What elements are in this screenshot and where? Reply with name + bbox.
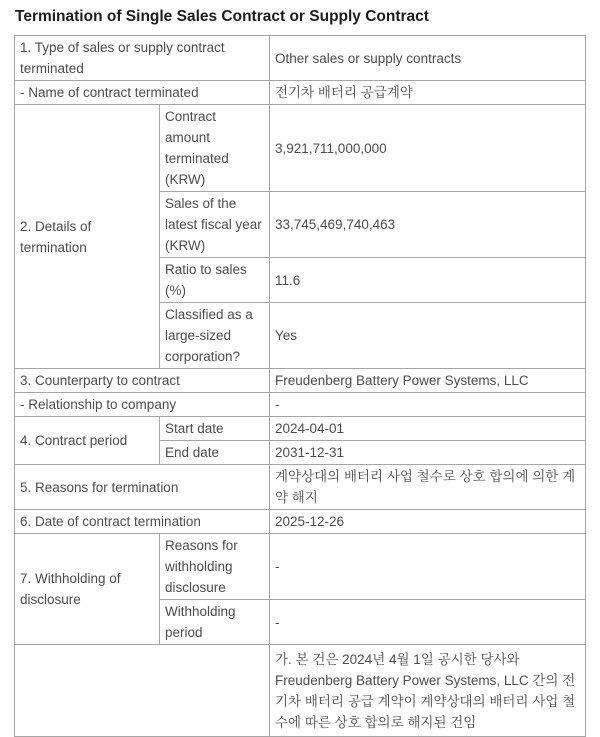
- page-title: Termination of Single Sales Contract or Supply Contract: [15, 8, 429, 25]
- relationship-label-cell: - Relationship to company: [15, 393, 270, 417]
- details-amount-value-cell: 3,921,711,000,000: [270, 105, 586, 192]
- period-start-label-cell: Start date: [160, 417, 270, 441]
- counterparty-value-cell: Freudenberg Battery Power Systems, LLC: [270, 369, 586, 393]
- table-row-details-amount: [15, 105, 586, 192]
- note-label-cell: [15, 645, 270, 737]
- table-row-relationship: [15, 393, 586, 417]
- type-value-cell: Other sales or supply contracts: [270, 36, 586, 81]
- note-value-cell: 가. 본 건은 2024년 4월 1일 공시한 당사와 Freudenberg Battery Power Systems, LLC 간의 전기차 배터리 공급 계약이 계약상대의 배터리 사업 철수에 따른 상호 합의로 해지된 건임: [270, 645, 586, 737]
- details-sales-value-cell: 33,745,469,740,463: [270, 192, 586, 258]
- table-row-type: [15, 36, 586, 81]
- withholding-reasons-label-cell: Reasons for withholding disclosure: [160, 534, 270, 600]
- withholding-period-value-cell: -: [270, 600, 586, 645]
- table-row-withholding-reasons: [15, 534, 586, 600]
- relationship-value-cell: -: [270, 393, 586, 417]
- termination-date-label-cell: 6. Date of contract termination: [15, 510, 270, 534]
- table-row-counterparty: [15, 369, 586, 393]
- counterparty-label-cell: 3. Counterparty to contract: [15, 369, 270, 393]
- details-ratio-label-cell: Ratio to sales (%): [160, 258, 270, 303]
- type-label-cell: 1. Type of sales or supply contract terminated: [15, 36, 270, 81]
- withholding-reasons-value-cell: -: [270, 534, 586, 600]
- details-classified-value-cell: Yes: [270, 303, 586, 369]
- period-start-value-cell: 2024-04-01: [270, 417, 586, 441]
- period-group-label-cell: 4. Contract period: [15, 417, 160, 465]
- details-ratio-value-cell: 11.6: [270, 258, 586, 303]
- withholding-period-label-cell: Withholding period: [160, 600, 270, 645]
- table-row-name: [15, 81, 586, 105]
- withholding-group-label-cell: 7. Withholding of disclosure: [15, 534, 160, 645]
- table-row-note: [15, 645, 586, 737]
- table-row-reasons: [15, 465, 586, 510]
- details-group-label-cell: 2. Details of termination: [15, 105, 160, 369]
- name-label-cell: - Name of contract terminated: [15, 81, 270, 105]
- table-row-termination-date: [15, 510, 586, 534]
- period-end-value-cell: 2031-12-31: [270, 441, 586, 465]
- details-sales-label-cell: Sales of the latest fiscal year (KRW): [160, 192, 270, 258]
- details-classified-label-cell: Classified as a large-sized corporation?: [160, 303, 270, 369]
- period-end-label-cell: End date: [160, 441, 270, 465]
- contract-termination-table: [14, 35, 586, 737]
- name-value-cell: 전기차 배터리 공급계약: [270, 81, 586, 105]
- reasons-label-cell: 5. Reasons for termination: [15, 465, 270, 510]
- termination-date-value-cell: 2025-12-26: [270, 510, 586, 534]
- details-amount-label-cell: Contract amount terminated (KRW): [160, 105, 270, 192]
- table-row-period-start: [15, 417, 586, 441]
- reasons-value-cell: 계약상대의 배터리 사업 철수로 상호 합의에 의한 계약 해지: [270, 465, 586, 510]
